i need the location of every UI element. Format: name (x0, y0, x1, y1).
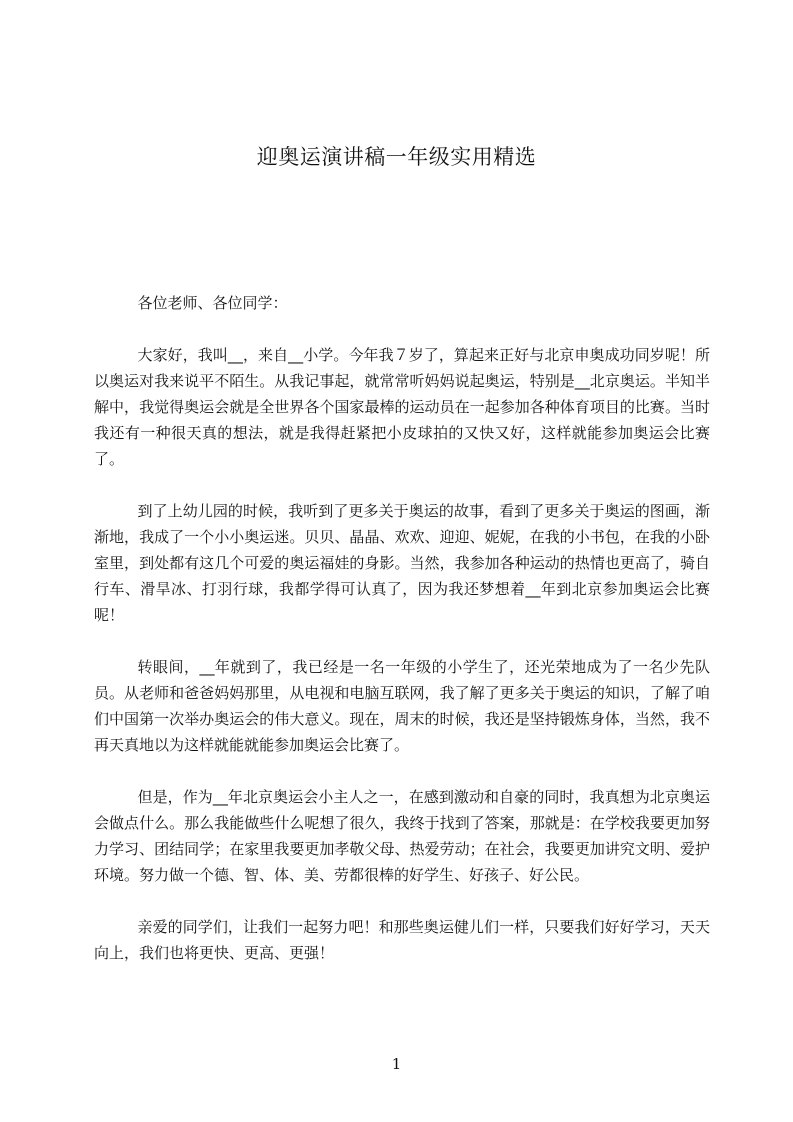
body-paragraph-4: 但是，作为__年北京奥运会小主人之一，在感到激动和自豪的同时，我真想为北京奥运会做点什么。那么我能做些什么呢想了很久，我终于找到了答案，那就是：在学校我要更加努力学习、团结同学；在家里我要更加孝敬父母、热爱劳动；在社会，我要更加讲究文明、爱护环境。努力做一个德、智、体、美、劳都很棒的好学生、好孩子、好公民。 (94, 788, 710, 884)
body-paragraph-5: 亲爱的同学们，让我们一起努力吧！和那些奥运健儿们一样，只要我们好好学习，天天向上，我们也将更快、更高、更强！ (94, 918, 710, 962)
body-paragraph-1: 大家好，我叫__，来自__小学。今年我７岁了，算起来正好与北京申奥成功同岁呢！所以奥运对我来说平不陌生。从我记事起，就常常听妈妈说起奥运，特别是__北京奥运。半知半解中，我觉得奥运会就是全世界各个国家最棒的运动员在一起参加各种体育项目的比赛。当时我还有一种很天真的想法，就是我得赶紧把小皮球拍的又快又好，这样就能参加奥运会比赛了。 (94, 346, 710, 468)
document-body (94, 290, 710, 992)
document-title: 迎奥运演讲稿一年级实用精选 (256, 145, 537, 169)
body-paragraph-3: 转眼间，__年就到了，我已经是一名一年级的小学生了，还光荣地成为了一名少先队员。从老师和爸爸妈妈那里，从电视和电脑互联网，我了解了更多关于奥运的知识，了解了咱们中国第一次举办奥运会的伟大意义。现在，周末的时候，我还是坚持锻炼身体，当然，我不再天真地以为这样就能就能参加奥运会比赛了。 (94, 658, 710, 754)
greeting-paragraph: 各位老师、各位同学： (137, 294, 288, 312)
page-number: 1 (391, 1055, 402, 1073)
body-paragraph-2: 到了上幼儿园的时候，我听到了更多关于奥运的故事，看到了更多关于奥运的图画，渐渐地，我成了一个小小奥运迷。贝贝、晶晶、欢欢、迎迎、妮妮，在我的小书包，在我的小卧室里，到处都有这几个可爱的奥运福娃的身影。当然，我参加各种运动的热情也更高了，骑自行车、滑旱冰、打羽行球，我都学得可认真了，因为我还梦想着__年到北京参加奥运会比赛呢！ (94, 502, 710, 624)
